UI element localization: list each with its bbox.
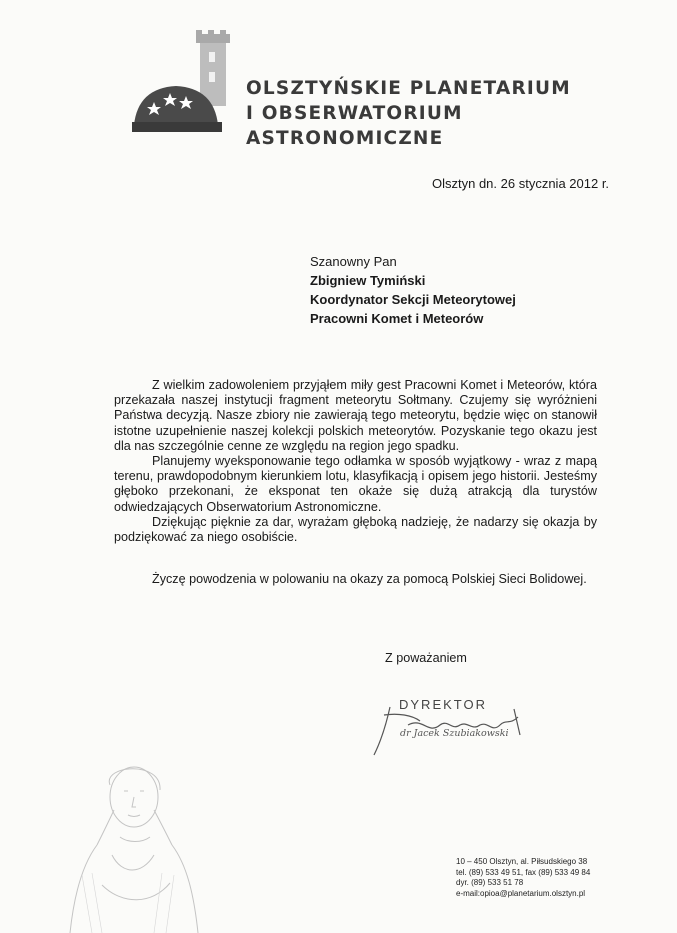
signature-name: dr Jacek Szubiakowski (400, 728, 509, 739)
copernicus-portrait-watermark (62, 755, 202, 933)
org-name-line-1: OLSZTYŃSKIE PLANETARIUM (246, 78, 571, 99)
org-name-line-2: I OBSERWATORIUM (246, 103, 463, 124)
addressee-name: Zbigniew Tymiński (310, 273, 426, 288)
letter-date: Olsztyn dn. 26 stycznia 2012 r. (432, 176, 610, 191)
letter-body (114, 378, 597, 545)
signature-title: DYREKTOR (399, 697, 487, 712)
closing-phrase: Z poważaniem (385, 651, 467, 665)
closing-wish: Życzę powodzenia w polowaniu na okazy za pomocą Polskiej Sieci Bolidowej. (152, 572, 587, 586)
planetarium-logo (132, 30, 242, 140)
contact-footer (456, 857, 590, 899)
addressee-salutation: Szanowny Pan (310, 254, 397, 269)
addressee-block (310, 252, 516, 328)
footer-email: e-mail:opioa@planetarium.olsztyn.pl (456, 888, 586, 898)
footer-director-phone: dyr. (89) 533 51 78 (456, 878, 524, 888)
footer-phones: tel. (89) 533 49 51, fax (89) 533 49 84 (456, 867, 591, 877)
body-paragraph-2: Planujemy wyeksponowanie tego odłamka w sposób wyjątkowy - wraz z mapą terenu, prawdopodobnym kierunkiem lotu, klasyfikacją i opisem jego historii. Jesteśmy głęboko przekonani, że eksponat ten okaże się dużą atrakcją dla turystów odwiedzających Obserwatorium Astronomiczne. (114, 454, 597, 514)
addressee-role: Koordynator Sekcji Meteorytowej (310, 292, 516, 307)
org-name-line-3: ASTRONOMICZNE (246, 128, 444, 149)
body-paragraph-1: Z wielkim zadowoleniem przyjąłem miły gest Pracowni Komet i Meteorów, która przekazała naszej instytucji fragment meteorytu Sołtmany. Czujemy się wyróżnieni Państwa decyzją. Nasze zbiory nie zawierają tego meteorytu, będzie więc on stanowił istotne uzupełnienie naszej kolekcji polskich meteorytów. Pozyskanie tego okazu jest dla nas szczególnie cenne ze względu na region jego spadku. (114, 378, 597, 453)
organization-name (246, 76, 571, 151)
footer-address: 10 – 450 Olsztyn, al. Piłsudskiego 38 (456, 857, 588, 866)
addressee-organization: Pracowni Komet i Meteorów (310, 311, 484, 326)
body-paragraph-3: Dziękując pięknie za dar, wyrażam głęboką nadzieję, że nadarzy się okazja by podziękować za niego osobiście. (114, 514, 597, 545)
